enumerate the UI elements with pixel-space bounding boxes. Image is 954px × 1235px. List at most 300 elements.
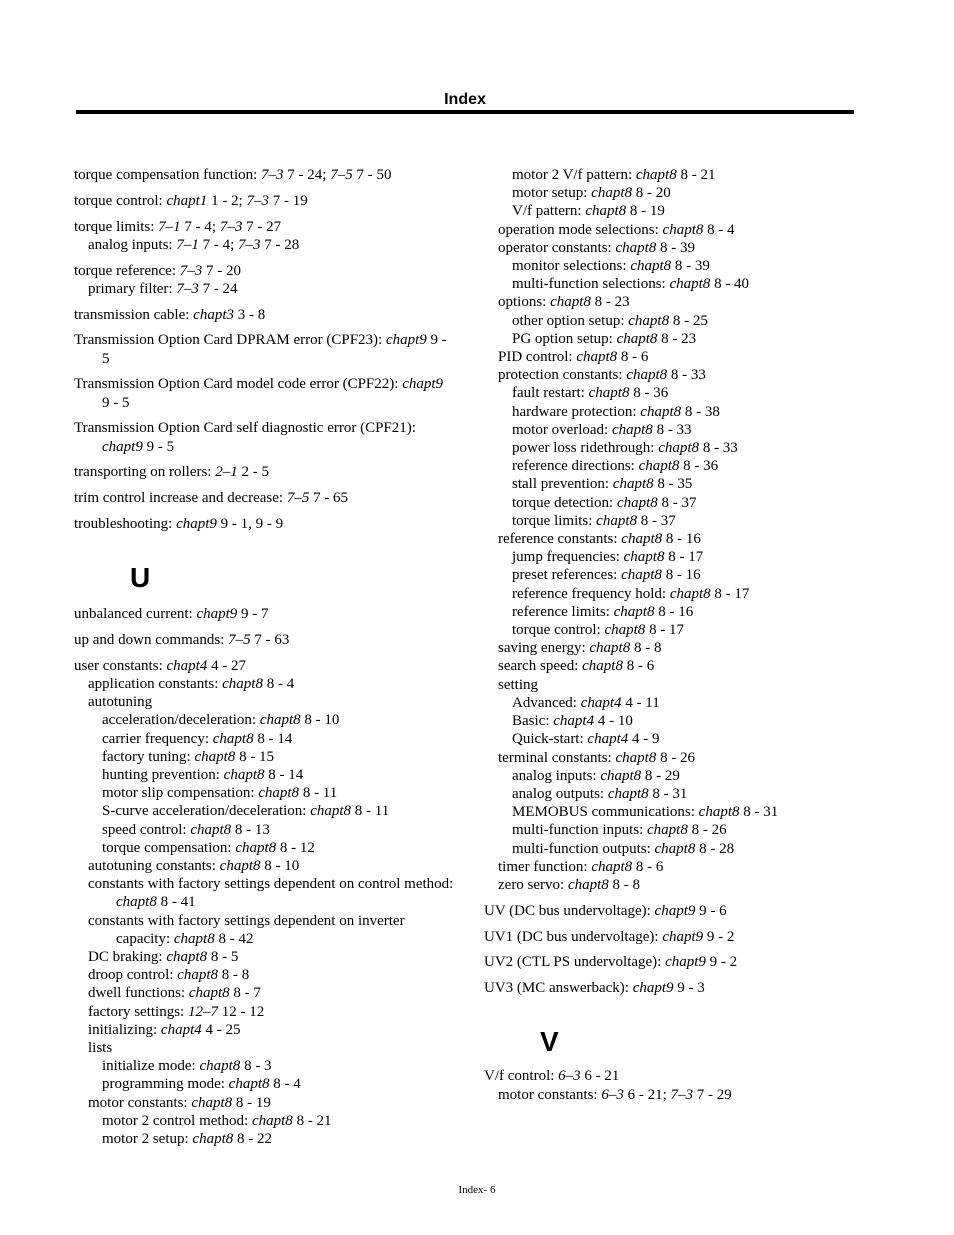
- page-reference: 7: [228, 631, 236, 648]
- entry-text: 6 - 21: [580, 1068, 620, 1085]
- section-letter: U: [130, 562, 151, 594]
- page-reference: 3: [573, 1068, 581, 1085]
- index-subentry: [74, 1094, 454, 1112]
- entry-text: 8 - 39: [671, 258, 710, 275]
- index-subentry: [74, 948, 454, 966]
- entry-text: 8 - 20: [632, 185, 671, 202]
- reference-dash: –: [253, 192, 262, 209]
- entry-text: 8 - 11: [299, 785, 338, 802]
- index-entry: [74, 166, 454, 184]
- entry-text: Transmission Option Card DPRAM error (CPF23):: [74, 332, 386, 349]
- page-reference: 5: [301, 490, 310, 507]
- index-entry: [74, 631, 454, 649]
- entry-text: torque reference:: [74, 262, 180, 279]
- entry-text: 8 - 41: [156, 894, 196, 911]
- page-reference: 3: [194, 262, 203, 279]
- entry-text: user constants:: [74, 657, 167, 674]
- entry-text: 8 - 13: [231, 821, 270, 838]
- entry-text: 8 - 21: [676, 167, 716, 183]
- entry-text: autotuning constants:: [88, 858, 220, 875]
- page-reference: chapt8: [199, 1058, 241, 1075]
- index-subentry: [484, 330, 844, 348]
- page-reference: chapt4: [553, 713, 595, 730]
- entry-text: dwell functions:: [88, 985, 189, 1002]
- entry-text: 8 - 25: [669, 312, 708, 329]
- page-reference: chapt3: [193, 306, 234, 323]
- entry-text: 8 - 7: [229, 985, 261, 1002]
- entry-text: initialize mode:: [102, 1058, 200, 1075]
- index-subentry: [484, 512, 844, 530]
- page-reference: 7: [670, 1086, 678, 1103]
- entry-text: 4 - 11: [621, 694, 660, 711]
- reference-dash: –: [235, 631, 244, 648]
- entry-text: 8 - 33: [667, 367, 706, 384]
- entry-text: 7 - 27: [242, 218, 282, 235]
- entry-text: 8 - 6: [632, 858, 664, 875]
- index-subentry: [74, 730, 454, 748]
- entry-text: multi-function inputs:: [512, 822, 647, 839]
- page-reference: 5: [345, 167, 353, 183]
- entry-text: unbalanced current:: [74, 606, 197, 623]
- entry-text: UV3 (MC answerback):: [484, 980, 633, 997]
- index-entry: [484, 928, 844, 946]
- page-reference: chapt9: [654, 902, 696, 919]
- entry-text: 8 - 6: [617, 349, 649, 366]
- page-reference: chapt9: [102, 438, 143, 455]
- index-entry: [484, 953, 844, 971]
- index-subentry: [74, 711, 454, 729]
- entry-text: 8 - 8: [217, 967, 250, 984]
- entry-text: 8 - 17: [710, 585, 750, 602]
- index-entry: [484, 902, 844, 920]
- index-entry: [484, 1067, 844, 1085]
- entry-text: 8 - 14: [253, 730, 293, 747]
- index-subentry: [74, 1112, 454, 1130]
- index-subentry: [484, 366, 844, 384]
- entry-text: 8 - 26: [687, 822, 727, 839]
- entry-text: motor slip compensation:: [102, 785, 259, 802]
- page-reference: chapt8: [654, 840, 696, 857]
- page-number: Index- 6: [458, 1184, 496, 1196]
- page-reference: chapt8: [259, 712, 301, 729]
- entry-text: reference frequency hold:: [512, 585, 670, 602]
- entry-text: 7 - 28: [260, 236, 300, 253]
- page-reference: chapt8: [628, 312, 670, 329]
- page-reference: chapt4: [580, 694, 622, 711]
- entry-text: zero servo:: [498, 876, 568, 893]
- entry-text: 8 - 4: [703, 221, 735, 238]
- entry-text: Advanced:: [512, 694, 581, 711]
- entry-text: UV (DC bus undervoltage):: [484, 902, 655, 919]
- index-entry: [74, 331, 454, 367]
- index-entry: [74, 489, 454, 507]
- index-subentry: [484, 785, 844, 803]
- entry-text: 7 - 50: [352, 167, 392, 183]
- page-reference: 1: [191, 236, 199, 253]
- page-reference: 3: [261, 192, 269, 209]
- index-subentry: [484, 821, 844, 839]
- index-subentry: [484, 293, 844, 311]
- page-reference: chapt8: [616, 494, 658, 511]
- entry-text: lists: [88, 1040, 113, 1057]
- entry-text: speed control:: [102, 821, 191, 838]
- index-subentry: [484, 676, 844, 694]
- page-reference: chapt8: [567, 876, 609, 893]
- page-reference: chapt8: [177, 967, 218, 984]
- entry-text: 8 - 14: [264, 767, 304, 783]
- page-reference: 5: [243, 631, 251, 648]
- entry-text: 8 - 8: [608, 876, 641, 893]
- entry-text: UV1 (DC bus undervoltage):: [484, 928, 663, 945]
- index-subentry: [484, 803, 844, 821]
- right-index-column: [484, 166, 844, 1104]
- entry-text: timer function:: [498, 858, 592, 875]
- entry-text: transmission cable:: [74, 306, 194, 323]
- page-header-title: Index: [444, 91, 486, 108]
- page-reference: chapt1: [166, 192, 208, 209]
- entry-text: 9 - 5: [142, 438, 175, 455]
- page-reference: 7: [176, 236, 184, 253]
- index-subentry: [484, 221, 844, 239]
- index-subentry: [484, 712, 844, 730]
- page-reference: chapt9: [665, 954, 706, 971]
- entry-text: 8 - 17: [645, 622, 685, 639]
- entry-text: factory tuning:: [102, 748, 195, 765]
- reference-dash: –: [294, 490, 302, 507]
- entry-text: hardware protection:: [512, 403, 641, 420]
- entry-text: analog inputs:: [88, 236, 177, 253]
- index-subentry: [484, 348, 844, 366]
- page-reference: chapt8: [219, 858, 261, 875]
- page-reference: 12: [187, 1003, 203, 1020]
- page-reference: chapt8: [582, 658, 623, 675]
- page-reference: chapt8: [621, 531, 663, 548]
- header-rule: [76, 110, 854, 114]
- page-reference: chapt9: [385, 332, 427, 349]
- entry-text: Transmission Option Card self diagnostic error (CPF21):: [74, 420, 416, 437]
- page-reference: chapt8: [166, 949, 208, 966]
- entry-text: trim control increase and decrease:: [74, 490, 287, 507]
- page-reference: chapt8: [223, 767, 265, 783]
- entry-text: 8 - 37: [657, 494, 697, 511]
- reference-dash: –: [187, 262, 195, 279]
- index-entry: [484, 979, 844, 997]
- index-entry: [74, 306, 454, 324]
- entry-text: 4 - 25: [201, 1021, 241, 1038]
- entry-text: 8 - 40: [710, 276, 750, 293]
- page-reference: 6: [558, 1068, 566, 1085]
- entry-text: reference directions:: [512, 458, 639, 475]
- entry-text: fault restart:: [512, 385, 589, 402]
- index-subentry: [484, 730, 844, 748]
- page-reference: chapt8: [585, 203, 627, 220]
- index-subentry: [74, 857, 454, 875]
- entry-text: 8 - 16: [662, 531, 701, 548]
- page-reference: chapt8: [228, 1076, 270, 1093]
- entry-text: 8 - 6: [622, 658, 655, 675]
- page-reference: 3: [276, 167, 284, 183]
- page-reference: chapt9: [662, 928, 704, 945]
- page-reference: chapt8: [621, 567, 662, 584]
- entry-text: multi-function outputs:: [512, 840, 655, 857]
- page-reference: chapt8: [623, 549, 665, 566]
- index-subentry: [484, 585, 844, 603]
- index-subentry: [484, 494, 844, 512]
- entry-text: jump frequencies:: [512, 549, 624, 566]
- page-reference: chapt8: [669, 276, 711, 293]
- entry-text: 8 - 10: [300, 712, 340, 729]
- page-reference: chapt8: [191, 1094, 233, 1111]
- entry-text: 4 - 9: [628, 731, 660, 748]
- entry-text: 8 - 26: [656, 749, 696, 766]
- entry-text: 8 - 11: [351, 803, 390, 820]
- index-subentry: [74, 766, 454, 784]
- page-reference: chapt8: [222, 675, 263, 692]
- page-reference: chapt8: [576, 349, 618, 366]
- reference-dash: –: [608, 1086, 617, 1103]
- entry-text: operator constants:: [498, 239, 616, 256]
- page-reference: 1: [173, 218, 181, 235]
- reference-dash: –: [268, 167, 277, 183]
- index-subentry: [74, 1003, 454, 1021]
- page-reference: chapt8: [607, 785, 649, 802]
- entry-text: reference limits:: [512, 603, 614, 620]
- page-reference: chapt4: [587, 731, 629, 748]
- page-reference: chapt8: [647, 822, 688, 839]
- entry-text: 8 - 16: [654, 603, 694, 620]
- entry-text: motor overload:: [512, 421, 612, 438]
- entry-text: 8 - 16: [661, 567, 701, 584]
- entry-text: 8 - 23: [590, 294, 630, 311]
- page-reference: chapt8: [190, 821, 232, 838]
- entry-text: up and down commands:: [74, 631, 229, 648]
- entry-text: 8 - 33: [652, 421, 692, 438]
- index-subentry: [74, 966, 454, 984]
- entry-text: Quick-start:: [512, 731, 588, 748]
- reference-dash: –: [337, 167, 346, 183]
- entry-text: monitor selections:: [512, 258, 631, 275]
- page-reference: 7: [176, 280, 184, 297]
- entry-text: other option setup:: [512, 312, 629, 329]
- page-reference: chapt9: [632, 980, 674, 997]
- entry-text: motor setup:: [512, 185, 592, 202]
- index-subentry: [74, 821, 454, 839]
- entry-text: programming mode:: [102, 1076, 229, 1093]
- index-entry: [74, 419, 454, 455]
- entry-text: 8 - 39: [656, 239, 696, 256]
- entry-text: 8 - 21: [292, 1112, 332, 1129]
- entry-text: 6 - 21;: [623, 1086, 671, 1103]
- page-reference: chapt9: [176, 515, 217, 532]
- page-reference: chapt8: [615, 749, 657, 766]
- index-subentry: [484, 603, 844, 621]
- entry-text: acceleration/deceleration:: [102, 712, 260, 729]
- entry-text: constants with factory settings dependent on control method:: [88, 876, 454, 893]
- index-subentry: [484, 202, 844, 220]
- reference-dash: –: [222, 464, 231, 481]
- entry-text: motor 2 control method:: [102, 1112, 252, 1129]
- entry-text: terminal constants:: [498, 749, 616, 766]
- reference-dash: –: [565, 1068, 574, 1085]
- entry-text: constants with factory settings dependent on inverter capacity:: [88, 912, 405, 947]
- page-reference: chapt8: [635, 167, 677, 183]
- index-entry: [74, 192, 454, 210]
- entry-text: 1 - 2;: [207, 192, 247, 209]
- entry-text: 7 - 19: [268, 192, 308, 209]
- entry-text: power loss ridethrough:: [512, 440, 659, 457]
- entry-text: torque control:: [74, 192, 167, 209]
- page-reference: chapt8: [591, 858, 633, 875]
- page-reference: chapt8: [658, 440, 700, 457]
- page-reference: chapt8: [638, 458, 680, 475]
- entry-text: 8 - 28: [695, 840, 735, 857]
- page-reference: chapt8: [596, 512, 637, 529]
- entry-text: transporting on rollers:: [74, 464, 216, 481]
- entry-text: 8 - 5: [207, 949, 239, 966]
- reference-dash: –: [227, 218, 235, 235]
- entry-text: Transmission Option Card model code error (CPF22):: [74, 376, 403, 393]
- page-reference: chapt4: [160, 1021, 202, 1038]
- entry-text: MEMOBUS communications:: [512, 804, 699, 821]
- index-subentry: [74, 236, 454, 254]
- index-subentry: [74, 875, 454, 911]
- page-reference: chapt8: [611, 421, 653, 438]
- index-subentry: [484, 475, 844, 493]
- entry-text: 8 - 19: [626, 203, 665, 220]
- reference-dash: –: [678, 1086, 686, 1103]
- index-subentry: [484, 439, 844, 457]
- page-reference: chapt8: [310, 803, 352, 820]
- entry-text: search speed:: [498, 658, 583, 675]
- page-reference: chapt8: [640, 403, 682, 420]
- entry-text: 7 - 4;: [198, 236, 238, 253]
- entry-text: 8 - 12: [276, 839, 315, 856]
- index-subentry: [484, 257, 844, 275]
- entry-text: 9 - 5: [102, 332, 447, 367]
- page-reference: chapt8: [251, 1112, 293, 1129]
- entry-text: motor 2 V/f pattern:: [512, 167, 636, 183]
- entry-text: 8 - 36: [679, 458, 719, 475]
- page-reference: 7: [210, 1003, 218, 1020]
- page-reference: 6: [601, 1086, 609, 1103]
- index-subentry: [484, 657, 844, 675]
- page-reference: 7: [179, 262, 188, 279]
- page-reference: 7: [238, 236, 246, 253]
- section-letter: V: [540, 1026, 559, 1058]
- page-reference: 3: [234, 218, 243, 235]
- page-reference: chapt8: [258, 785, 300, 802]
- page-reference: chapt8: [589, 640, 631, 657]
- index-subentry: [484, 275, 844, 293]
- entry-text: 8 - 23: [657, 330, 697, 347]
- index-entry: [74, 657, 454, 675]
- page-reference: chapt4: [166, 657, 208, 674]
- entry-text: torque compensation:: [102, 839, 236, 856]
- entry-text: torque compensation function:: [74, 167, 262, 183]
- index-subentry: [484, 403, 844, 421]
- index-subentry: [74, 839, 454, 857]
- page-reference: 7: [286, 490, 295, 507]
- entry-text: analog inputs:: [512, 767, 601, 784]
- index-subentry: [484, 457, 844, 475]
- index-subentry: [484, 1086, 844, 1104]
- entry-text: torque limits:: [74, 218, 159, 235]
- entry-text: 9 - 3: [673, 980, 705, 997]
- index-subentry: [484, 694, 844, 712]
- page-reference: chapt8: [612, 476, 654, 493]
- reference-dash: –: [202, 1003, 211, 1020]
- reference-dash: –: [245, 236, 253, 253]
- entry-text: 4 - 10: [594, 713, 633, 730]
- index-subentry: [484, 840, 844, 858]
- page-reference: 7: [330, 167, 338, 183]
- index-subentry: [74, 280, 454, 298]
- entry-text: 8 - 31: [648, 785, 688, 802]
- page-reference: chapt8: [626, 367, 668, 384]
- page-reference: chapt8: [550, 294, 591, 311]
- entry-text: 7 - 63: [250, 631, 290, 648]
- index-subentry: [484, 566, 844, 584]
- index-subentry: [74, 984, 454, 1002]
- entry-text: 8 - 31: [739, 804, 779, 821]
- page-reference: chapt8: [173, 930, 215, 947]
- entry-text: 9 - 1, 9 - 9: [216, 515, 284, 532]
- page-reference: 2: [215, 464, 223, 481]
- entry-text: 8 - 37: [637, 512, 676, 529]
- entry-text: 8 - 33: [699, 440, 738, 457]
- entry-text: 12 - 12: [217, 1003, 265, 1020]
- page-reference: 3: [253, 236, 261, 253]
- index-subentry: [484, 421, 844, 439]
- entry-text: 8 - 42: [214, 930, 254, 947]
- entry-text: torque limits:: [512, 512, 597, 529]
- page-reference: 1: [230, 464, 238, 481]
- reference-dash: –: [165, 218, 174, 235]
- page-reference: chapt8: [591, 185, 632, 202]
- entry-text: troubleshooting:: [74, 515, 177, 532]
- entry-text: 9 - 7: [237, 606, 269, 623]
- entry-text: operation mode selections:: [498, 221, 663, 238]
- page-reference: 7: [158, 218, 166, 235]
- page-reference: chapt8: [604, 622, 646, 639]
- entry-text: reference constants:: [498, 531, 622, 548]
- entry-text: 7 - 20: [202, 262, 242, 279]
- entry-text: Basic:: [512, 713, 554, 730]
- entry-text: 7 - 4;: [180, 218, 220, 235]
- page-reference: chapt8: [662, 221, 704, 238]
- entry-text: initializing:: [88, 1021, 161, 1038]
- entry-text: motor constants:: [88, 1094, 192, 1111]
- entry-text: motor constants:: [498, 1086, 602, 1103]
- index-subentry: [484, 639, 844, 657]
- entry-text: torque control:: [512, 622, 605, 639]
- entry-text: 8 - 36: [629, 385, 669, 402]
- index-entry: [74, 375, 454, 411]
- index-subentry: [74, 1039, 454, 1057]
- index-subentry: [484, 184, 844, 202]
- page-reference: chapt9: [402, 376, 444, 393]
- reference-dash: –: [183, 236, 192, 253]
- index-subentry: [74, 912, 454, 948]
- index-subentry: [74, 802, 454, 820]
- entry-text: 8 - 38: [681, 403, 720, 420]
- entry-text: application constants:: [88, 675, 223, 692]
- index-entry: [74, 463, 454, 481]
- reference-dash: –: [183, 280, 192, 297]
- entry-text: torque detection:: [512, 494, 617, 511]
- page-reference: 3: [191, 280, 199, 297]
- page-reference: chapt8: [188, 985, 230, 1002]
